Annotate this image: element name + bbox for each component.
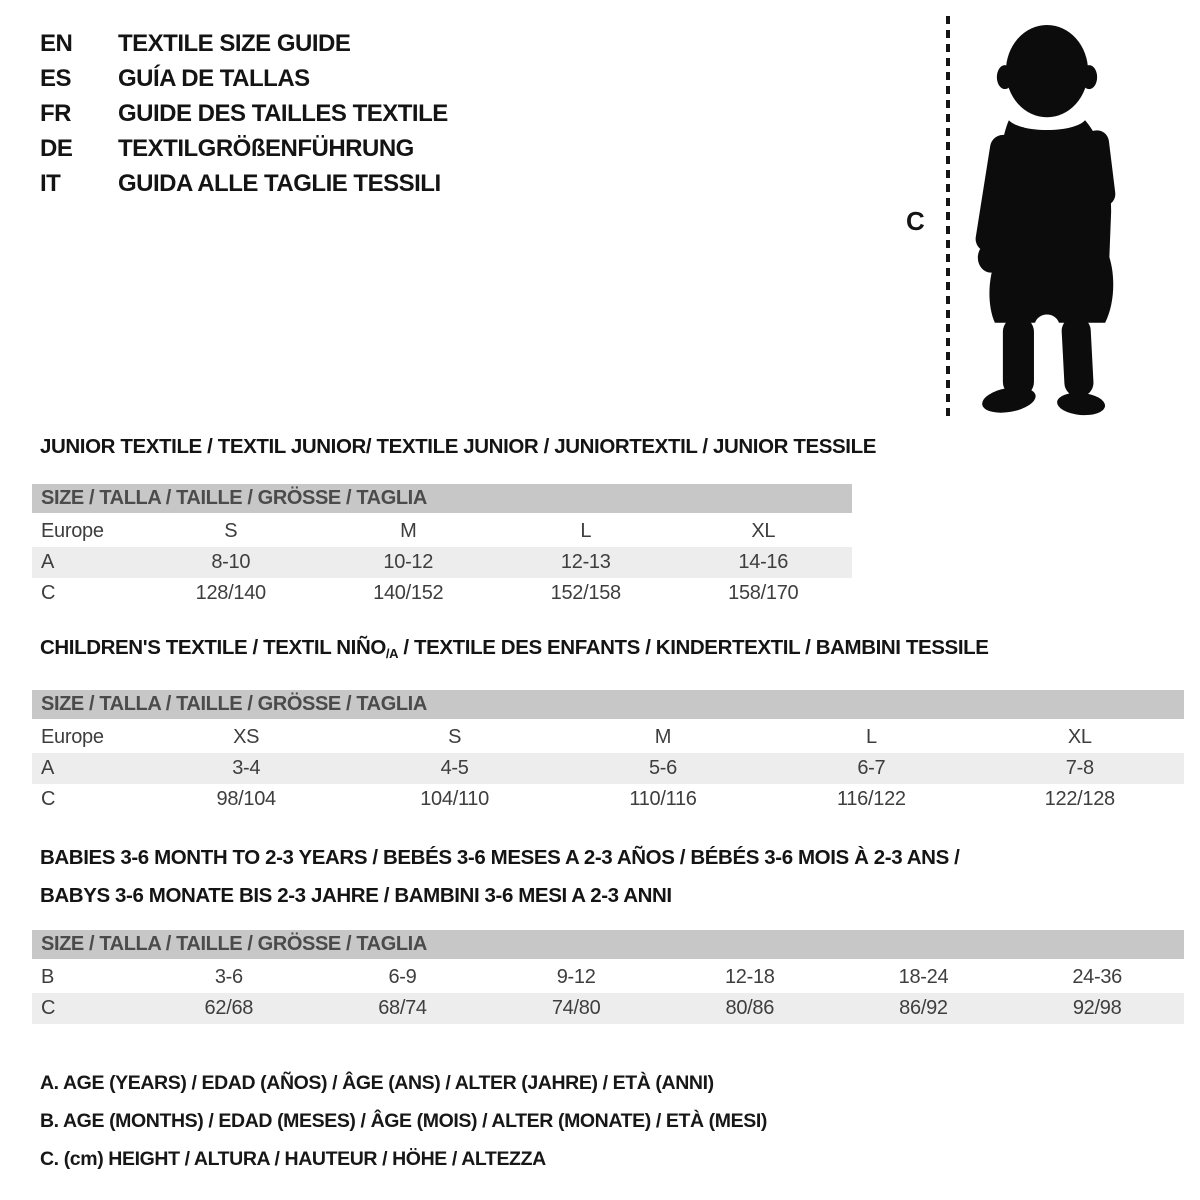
children-title-text: / TEXTILE DES ENFANTS / KINDERTEXTIL / BAMBINI TESSILE	[398, 636, 989, 659]
table-cell: M	[654, 726, 672, 748]
height-measure-label: C	[906, 206, 925, 236]
table-cell: 98/104	[216, 788, 276, 810]
table-row	[32, 516, 852, 547]
language-row	[40, 96, 448, 131]
table-cell: 3-4	[142, 753, 350, 784]
row-label: C	[41, 582, 56, 604]
junior-section-title: JUNIOR TEXTILE / TEXTIL JUNIOR/ TEXTILE JUNIOR / JUNIORTEXTIL / JUNIOR TESSILE	[40, 435, 876, 458]
language-row	[40, 131, 448, 166]
size-header-band: SIZE / TALLA / TAILLE / GRÖSSE / TAGLIA	[32, 484, 852, 513]
table-row	[32, 993, 1184, 1024]
row-label: A	[32, 547, 142, 578]
children-title-text: CHILDREN'S TEXTILE / TEXTIL NIÑO	[40, 636, 386, 659]
table-cell: 9-12	[556, 966, 596, 988]
table-cell: L	[580, 520, 592, 542]
legend-line-b: B. AGE (MONTHS) / EDAD (MESES) / ÂGE (MOIS) / ALTER (MONATE) / ETÀ (MESI)	[40, 1110, 767, 1132]
row-label: B	[41, 966, 55, 988]
babies-section-title-line2: BABYS 3-6 MONATE BIS 2-3 JAHRE / BAMBINI 3-6 MESI A 2-3 ANNI	[40, 884, 672, 907]
table-cell: 7-8	[976, 753, 1184, 784]
row-label: C	[41, 788, 56, 810]
table-cell: 12-18	[724, 966, 775, 988]
row-label: Europe	[41, 726, 104, 748]
table-cell: 6-7	[767, 753, 975, 784]
language-code: EN	[40, 29, 73, 57]
table-row	[32, 784, 1184, 815]
table-cell: 6-9	[388, 966, 417, 988]
table-row	[32, 547, 852, 578]
table-cell: 140/152	[373, 582, 444, 604]
table-cell: 86/92	[837, 993, 1011, 1024]
table-row	[32, 962, 1184, 993]
table-cell: 74/80	[489, 993, 663, 1024]
row-label: C	[32, 993, 142, 1024]
children-title-subscript: /A	[385, 646, 399, 661]
table-cell: XS	[233, 726, 260, 748]
language-code: DE	[40, 134, 73, 162]
height-measure-dashed-line	[946, 16, 950, 418]
table-cell: 14-16	[675, 547, 853, 578]
toddler-silhouette-icon	[960, 14, 1142, 420]
table-cell: 8-10	[142, 547, 320, 578]
measurement-legend	[40, 1064, 767, 1178]
table-cell: XL	[751, 520, 776, 542]
language-code: ES	[40, 64, 72, 92]
legend-line-a: A. AGE (YEARS) / EDAD (AÑOS) / ÂGE (ANS) / ALTER (JAHRE) / ETÀ (ANNI)	[40, 1072, 714, 1094]
language-row	[40, 166, 448, 201]
table-cell: 5-6	[559, 753, 767, 784]
table-row	[32, 753, 1184, 784]
table-cell: XL	[1067, 726, 1092, 748]
table-cell: M	[400, 520, 417, 542]
junior-size-table	[32, 484, 852, 609]
table-cell: 104/110	[420, 788, 489, 810]
table-cell: L	[865, 726, 877, 748]
table-cell: 18-24	[898, 966, 949, 988]
row-label: A	[32, 753, 142, 784]
guide-title-en: TEXTILE SIZE GUIDE	[118, 29, 351, 57]
table-cell: 4-5	[350, 753, 558, 784]
guide-title-fr: GUIDE DES TAILLES TEXTILE	[118, 99, 448, 127]
table-cell: 3-6	[214, 966, 243, 988]
guide-title-es: GUÍA DE TALLAS	[118, 64, 310, 92]
language-row	[40, 61, 448, 96]
table-row	[32, 578, 852, 609]
table-cell: 24-36	[1072, 966, 1122, 988]
row-label: Europe	[41, 520, 104, 542]
table-cell: 152/158	[550, 582, 621, 604]
guide-title-it: GUIDA ALLE TAGLIE TESSILI	[118, 169, 441, 197]
guide-title-de: TEXTILGRÖßENFÜHRUNG	[118, 134, 414, 162]
table-cell: S	[448, 726, 462, 748]
table-cell: 12-13	[497, 547, 675, 578]
language-title-list	[40, 26, 448, 201]
language-code: FR	[40, 99, 71, 127]
table-cell: 158/170	[728, 582, 799, 604]
table-cell: S	[224, 520, 238, 542]
table-cell: 10-12	[320, 547, 498, 578]
size-header-band: SIZE / TALLA / TAILLE / GRÖSSE / TAGLIA	[32, 690, 1184, 719]
legend-line-c: C. (cm) HEIGHT / ALTURA / HAUTEUR / HÖHE / ALTEZZA	[40, 1148, 546, 1170]
table-cell: 62/68	[142, 993, 316, 1024]
children-size-table	[32, 690, 1184, 815]
table-cell: 110/116	[629, 788, 697, 810]
table-cell: 128/140	[195, 582, 266, 604]
babies-section-title-line1: BABIES 3-6 MONTH TO 2-3 YEARS / BEBÉS 3-6 MESES A 2-3 AÑOS / BÉBÉS 3-6 MOIS À 2-3 ANS /	[40, 846, 960, 869]
table-cell: 92/98	[1010, 993, 1184, 1024]
table-cell: 116/122	[837, 788, 906, 810]
table-cell: 122/128	[1044, 788, 1115, 810]
table-cell: 68/74	[316, 993, 490, 1024]
size-header-band: SIZE / TALLA / TAILLE / GRÖSSE / TAGLIA	[32, 930, 1184, 959]
babies-size-table	[32, 930, 1184, 1024]
table-cell: 80/86	[663, 993, 837, 1024]
language-code: IT	[40, 169, 61, 197]
children-section-title	[40, 636, 989, 660]
table-row	[32, 722, 1184, 753]
language-row	[40, 26, 448, 61]
